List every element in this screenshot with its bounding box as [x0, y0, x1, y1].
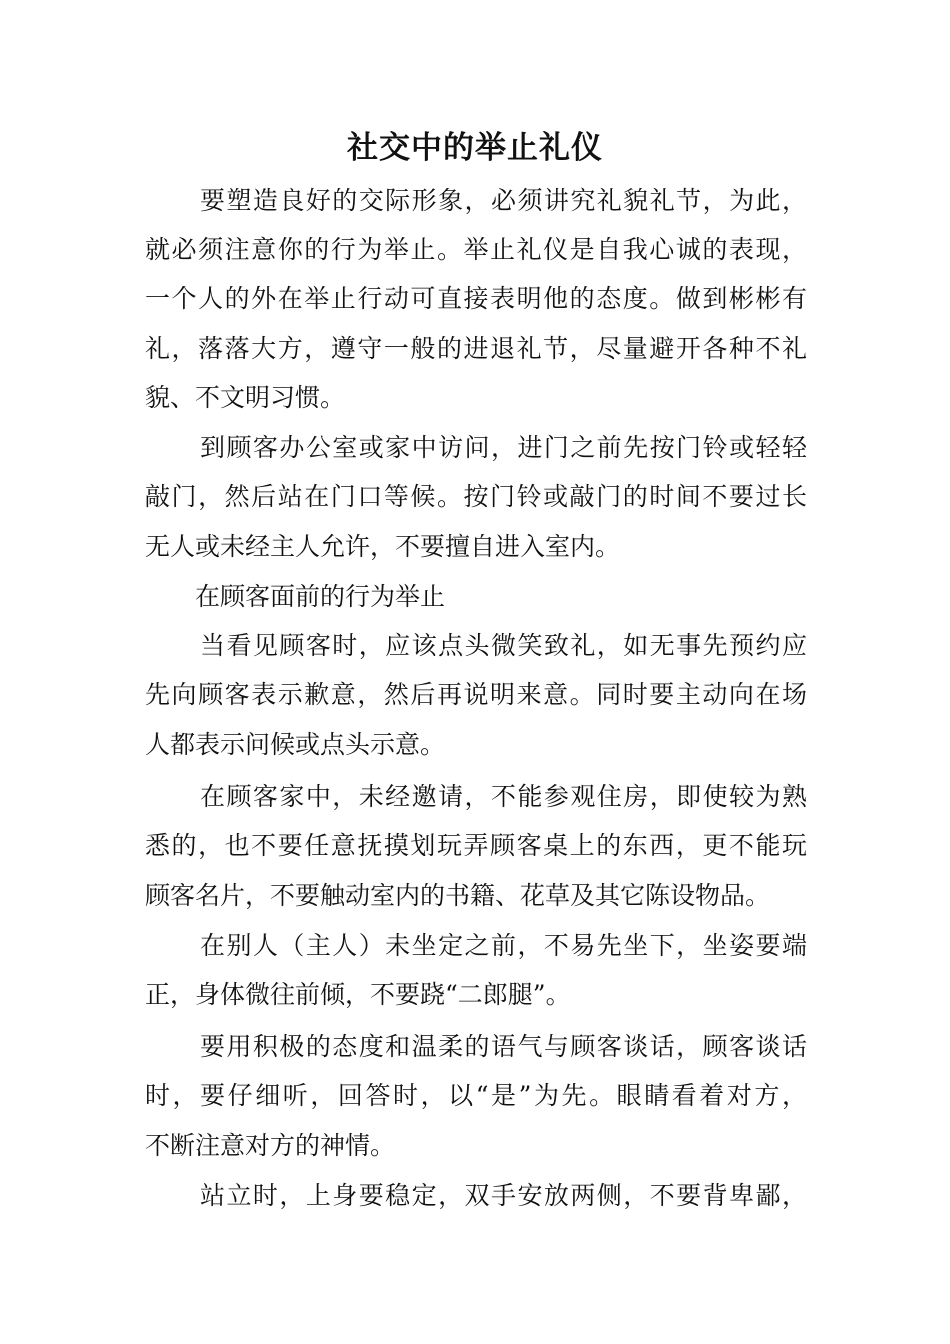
text-line: 貌、不文明习惯。	[145, 383, 346, 412]
text-line: 悉的，也不要任意抚摸划玩弄顾客桌上的东西，更不能玩	[145, 831, 807, 860]
section-heading: 在顾客面前的行为举止	[195, 582, 446, 611]
text-line: 正，身体微往前倾，不要跷“二郎腿”。	[145, 980, 571, 1009]
text-line: 一个人的外在举止行动可直接表明他的态度。做到彬彬有	[145, 284, 807, 313]
text-line: 敲门，然后站在门口等候。按门铃或敲门的时间不要过长	[145, 482, 807, 511]
text-line: 就必须注意你的行为举止。举止礼仪是自我心诚的表现，	[145, 235, 807, 264]
text-line: 人都表示问候或点头示意。	[145, 730, 446, 759]
document-title: 社交中的举止礼仪	[347, 130, 603, 166]
text-line: 当看见顾客时，应该点头微笑致礼，如无事先预约应	[200, 631, 807, 660]
text-line: 在顾客家中，未经邀请，不能参观住房，即使较为熟	[200, 782, 807, 811]
text-line: 顾客名片，不要触动室内的书籍、花草及其它陈设物品。	[145, 881, 771, 910]
text-line: 要用积极的态度和温柔的语气与顾客谈话，顾客谈话	[200, 1032, 807, 1061]
text-line: 在别人（主人）未坐定之前，不易先坐下，坐姿要端	[200, 931, 807, 960]
text-line: 礼，落落大方，遵守一般的进退礼节，尽量避开各种不礼	[145, 334, 807, 363]
text-line: 到顾客办公室或家中访问，进门之前先按门铃或轻轻	[200, 433, 807, 462]
text-line: 要塑造良好的交际形象，必须讲究礼貌礼节，为此，	[200, 186, 807, 215]
text-line: 无人或未经主人允许，不要擅自进入室内。	[145, 532, 621, 561]
text-line: 不断注意对方的神情。	[145, 1131, 396, 1160]
text-line: 站立时，上身要稳定，双手安放两侧，不要背卑鄙，	[200, 1181, 807, 1210]
text-line: 时，要仔细听，回答时，以“是”为先。眼睛看着对方，	[145, 1081, 807, 1110]
text-line: 先向顾客表示歉意，然后再说明来意。同时要主动向在场	[145, 680, 807, 709]
